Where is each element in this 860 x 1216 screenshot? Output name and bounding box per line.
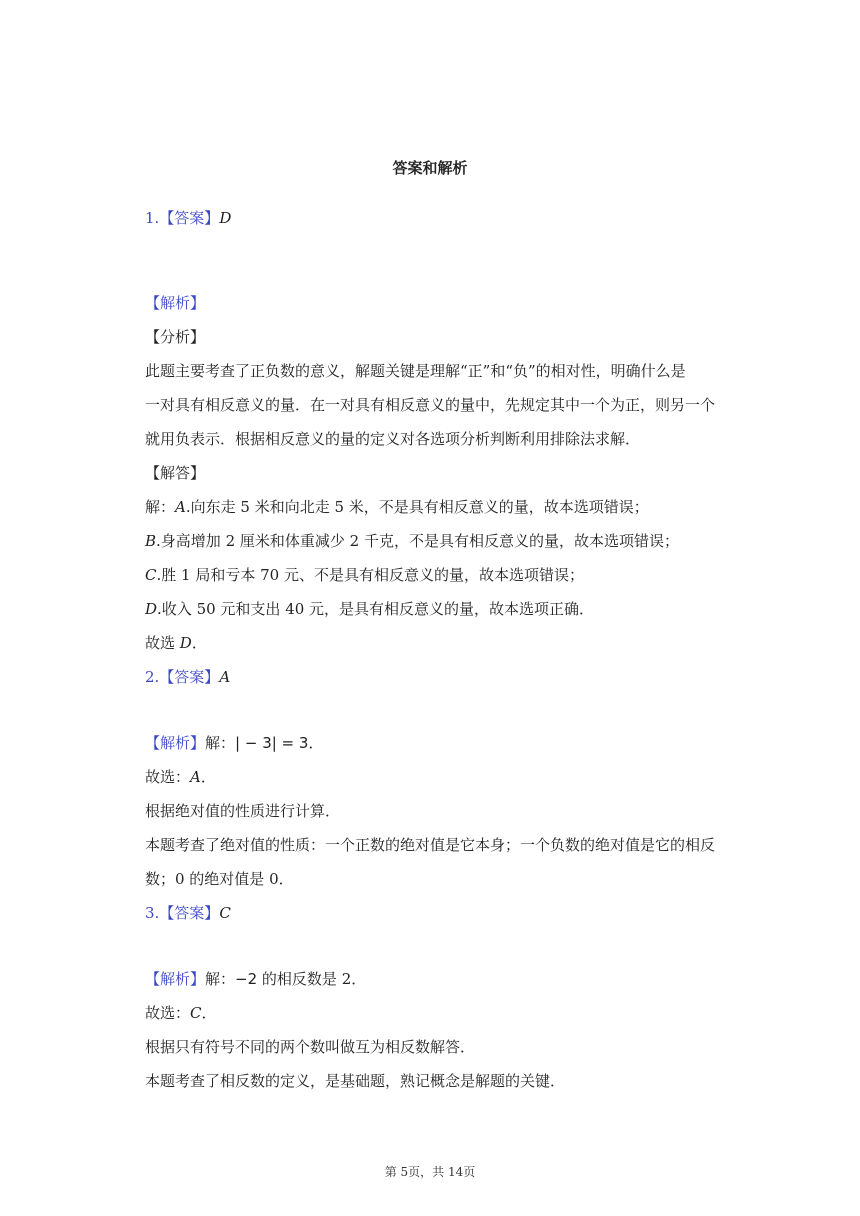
q3-analysis bbox=[145, 969, 366, 989]
q2-analysis bbox=[145, 733, 323, 753]
q3-solve-prefix: 解： bbox=[205, 970, 236, 988]
q3-conclusion bbox=[145, 1003, 217, 1023]
q1-option-d-text: .收入 50 元和支出 40 元，是具有相反意义的量，故本选项正确． bbox=[157, 600, 595, 618]
q1-fenxi-label: 【分析】 bbox=[145, 328, 206, 346]
q1-analysis-label: 【解析】 bbox=[145, 294, 206, 312]
q1-fenxi-line-3: 就用负表示．根据相反意义的量的定义对各选项分析判断利用排除法求解． bbox=[145, 430, 641, 448]
q2-conclusion bbox=[145, 767, 216, 787]
q1-option-b bbox=[145, 531, 679, 551]
q1-answer-label: 1.【答案】 bbox=[145, 209, 220, 227]
q3-solve-suffix: 的相反数是 2． bbox=[257, 970, 367, 988]
q3-line-1: 根据只有符号不同的两个数叫做互为相反数解答． bbox=[145, 1038, 476, 1056]
q2-expression-suffix: ． bbox=[308, 734, 324, 752]
q1-conclusion-prefix: 故选 bbox=[145, 634, 180, 652]
q1-option-c-letter: C bbox=[145, 566, 157, 584]
q3-conclusion-letter: C bbox=[190, 1004, 202, 1022]
q1-fenxi-line-1: 此题主要考查了正负数的意义，解题关键是理解“正”和“负”的相对性，明确什么是 bbox=[145, 362, 686, 380]
q1-option-b-text: .身高增加 2 厘米和体重减少 2 千克，不是具有相反意义的量，故本选项错误； bbox=[156, 532, 679, 550]
q2-answer bbox=[145, 667, 230, 687]
q2-expression: | − 3| = 3 bbox=[235, 734, 309, 752]
q1-option-c-text: .胜 1 局和亏本 70 元、不是具有相反意义的量，故本选项错误； bbox=[156, 566, 584, 584]
q2-conclusion-prefix: 故选： bbox=[145, 768, 191, 786]
q1-option-d bbox=[145, 599, 594, 619]
page-title: 答案和解析 bbox=[392, 159, 468, 177]
q1-jieda-label: 【解答】 bbox=[145, 464, 206, 482]
q2-conclusion-suffix: ． bbox=[200, 768, 216, 786]
q3-answer bbox=[145, 903, 231, 923]
q2-solve-prefix: 解： bbox=[205, 734, 236, 752]
q2-analysis-label: 【解析】 bbox=[145, 734, 206, 752]
q2-line-2: 本题考查了绝对值的性质：一个正数的绝对值是它本身；一个负数的绝对值是它的相反 bbox=[145, 836, 716, 854]
q2-line-1: 根据绝对值的性质进行计算． bbox=[145, 802, 341, 820]
q3-answer-label: 3.【答案】 bbox=[145, 904, 220, 922]
q1-option-a bbox=[145, 497, 649, 517]
q2-answer-value: A bbox=[219, 668, 231, 686]
q2-conclusion-letter: A bbox=[190, 768, 201, 786]
q3-line-2: 本题考查了相反数的定义，是基础题，熟记概念是解题的关键． bbox=[145, 1072, 566, 1090]
page-footer: 第 5页，共 14页 bbox=[384, 1165, 476, 1179]
q1-fenxi-line-2: 一对具有相反意义的量．在一对具有相反意义的量中，先规定其中一个为正，则另一个 bbox=[145, 396, 716, 414]
q3-conclusion-prefix: 故选： bbox=[145, 1004, 191, 1022]
q3-analysis-label: 【解析】 bbox=[145, 970, 206, 988]
q1-option-c bbox=[145, 565, 584, 585]
q1-conclusion bbox=[145, 633, 207, 653]
q1-solve-prefix: 解： bbox=[145, 498, 176, 516]
q2-answer-label: 2.【答案】 bbox=[145, 668, 220, 686]
q1-conclusion-letter: D bbox=[179, 634, 192, 652]
q1-option-b-letter: B bbox=[145, 532, 157, 550]
q3-answer-value: C bbox=[219, 904, 231, 922]
q1-option-a-text: .向东走 5 米和向北走 5 米，不是具有相反意义的量，故本选项错误； bbox=[185, 498, 649, 516]
q3-expression: −2 bbox=[235, 970, 258, 988]
q1-option-d-letter: D bbox=[145, 600, 158, 618]
q2-line-3: 数；0 的绝对值是 0． bbox=[145, 870, 294, 888]
q1-answer-value: D bbox=[219, 209, 232, 227]
q1-option-a-letter: A bbox=[175, 498, 186, 516]
q1-answer bbox=[145, 208, 231, 228]
q3-conclusion-suffix: ． bbox=[201, 1004, 217, 1022]
q1-conclusion-suffix: ． bbox=[191, 634, 207, 652]
